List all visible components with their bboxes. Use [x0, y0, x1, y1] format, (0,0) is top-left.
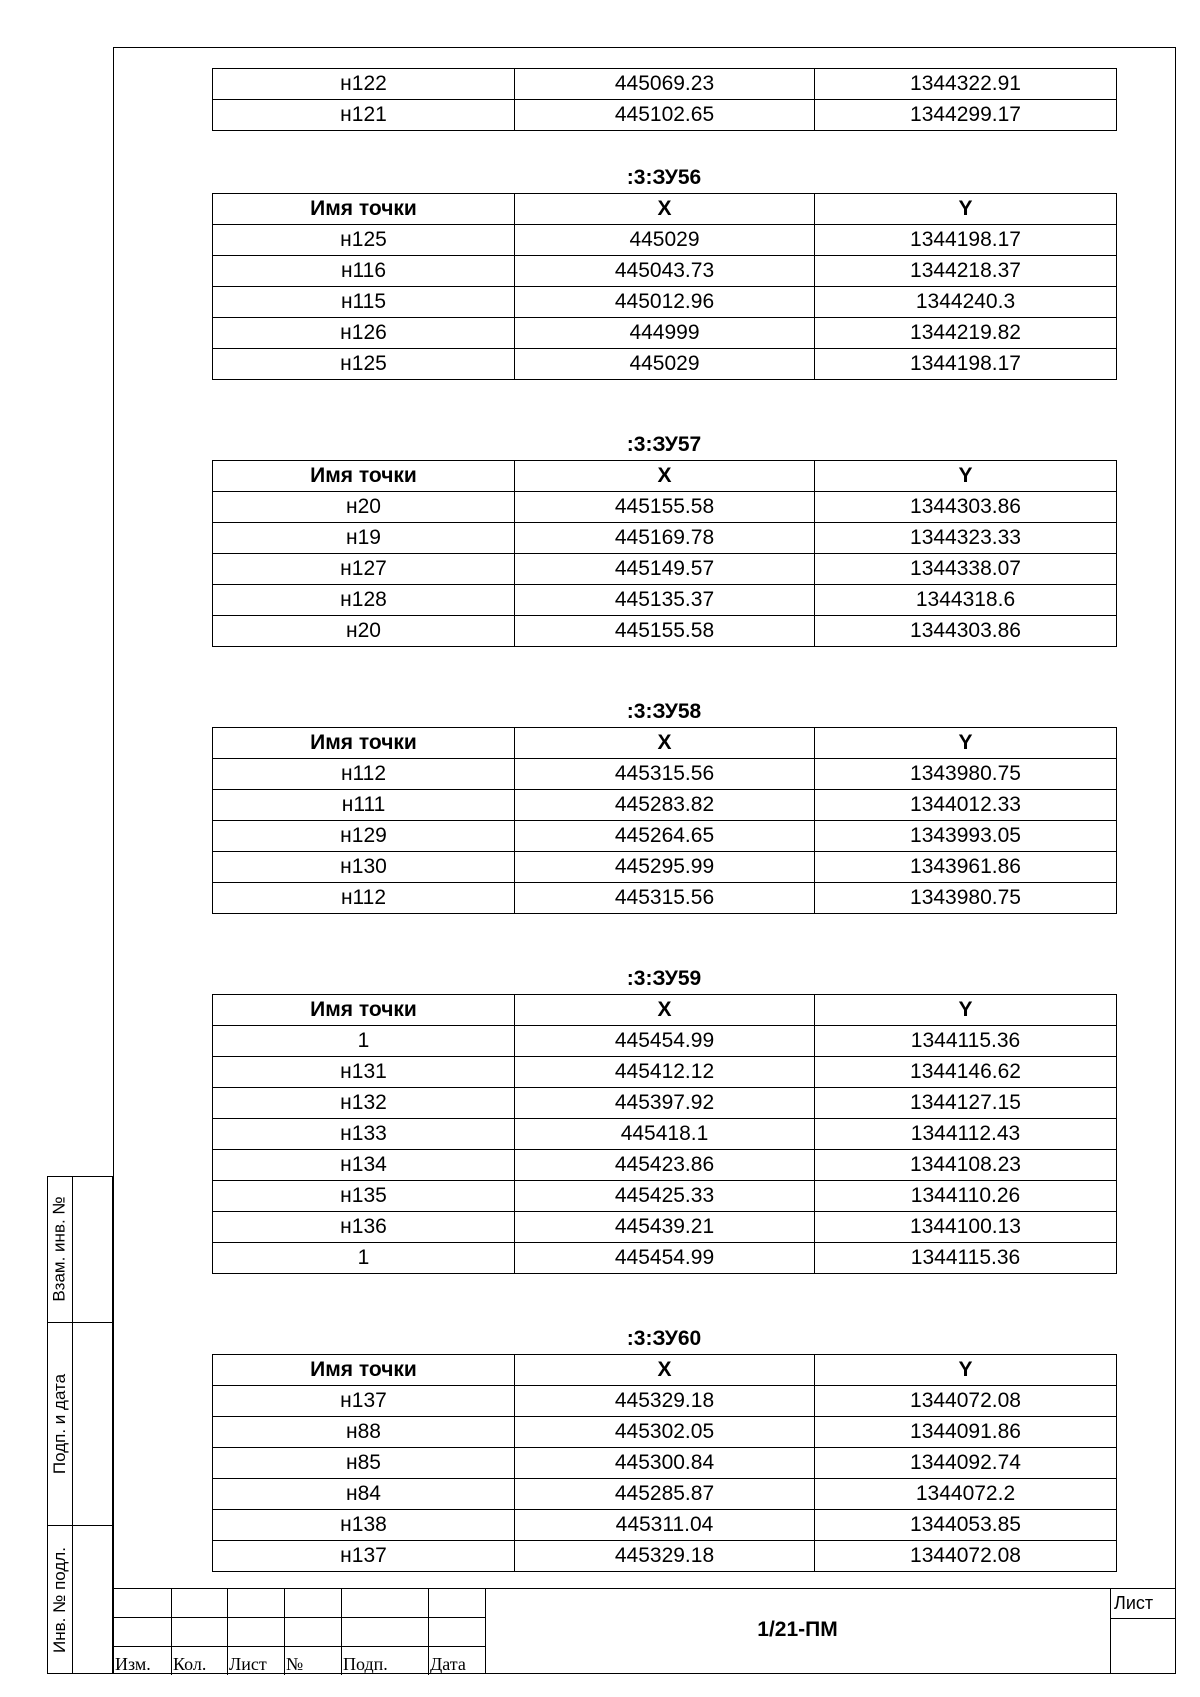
point-name-cell: н126: [213, 318, 515, 349]
label-izm: Изм.: [115, 1654, 151, 1674]
x-cell: 445423.86: [515, 1150, 815, 1181]
table-row: [213, 554, 1117, 585]
x-cell: 445418.1: [515, 1119, 815, 1150]
table-row: [213, 821, 1117, 852]
table-row: [213, 318, 1117, 349]
label-list: Лист: [229, 1654, 267, 1674]
x-cell: 445029: [515, 349, 815, 380]
y-cell: 1343993.05: [815, 821, 1117, 852]
point-name-cell: н128: [213, 585, 515, 616]
y-cell: 1344100.13: [815, 1212, 1117, 1243]
column-header: Y: [815, 194, 1117, 225]
section-title: :3:ЗУ57: [626, 433, 702, 456]
x-cell: 445283.82: [515, 790, 815, 821]
section-title: :3:ЗУ59: [626, 967, 702, 990]
table-row: [213, 225, 1117, 256]
x-cell: 445102.65: [515, 100, 815, 131]
point-name-cell: н127: [213, 554, 515, 585]
column-header: Имя точки: [213, 1355, 515, 1386]
y-cell: 1344240.3: [815, 287, 1117, 318]
x-cell: 445295.99: [515, 852, 815, 883]
point-name-cell: н111: [213, 790, 515, 821]
table-row: [213, 790, 1117, 821]
point-name-cell: н88: [213, 1417, 515, 1448]
x-cell: 445012.96: [515, 287, 815, 318]
point-name-cell: н129: [213, 821, 515, 852]
column-header: X: [515, 194, 815, 225]
y-cell: 1343980.75: [815, 759, 1117, 790]
coordinate-table: [212, 994, 1117, 1274]
document-code: 1/21-ПМ: [757, 1618, 838, 1641]
point-name-cell: н121: [213, 100, 515, 131]
table-row: [213, 1212, 1117, 1243]
table-row: [213, 1510, 1117, 1541]
point-name-cell: н138: [213, 1510, 515, 1541]
y-cell: 1344115.36: [815, 1243, 1117, 1274]
y-cell: 1344053.85: [815, 1510, 1117, 1541]
point-name-cell: н131: [213, 1057, 515, 1088]
table-row: [213, 883, 1117, 914]
coordinate-table: [212, 727, 1117, 914]
y-cell: 1344219.82: [815, 318, 1117, 349]
column-header: Y: [815, 1355, 1117, 1386]
y-cell: 1343961.86: [815, 852, 1117, 883]
y-cell: 1344323.33: [815, 523, 1117, 554]
table-row: [213, 1417, 1117, 1448]
column-header: X: [515, 461, 815, 492]
table-row: [213, 523, 1117, 554]
label-kol: Кол.: [173, 1654, 207, 1674]
x-cell: 445169.78: [515, 523, 815, 554]
y-cell: 1344146.62: [815, 1057, 1117, 1088]
zam-inv-label: Взам. инв. №: [50, 1196, 70, 1302]
table-row: [213, 759, 1117, 790]
x-cell: 445149.57: [515, 554, 815, 585]
point-name-cell: н125: [213, 225, 515, 256]
table-row: [213, 1150, 1117, 1181]
x-cell: 445135.37: [515, 585, 815, 616]
table-row: [213, 1057, 1117, 1088]
point-name-cell: н130: [213, 852, 515, 883]
table-row: [213, 287, 1117, 318]
x-cell: 445454.99: [515, 1243, 815, 1274]
table-row: [213, 1088, 1117, 1119]
coordinate-table: [212, 193, 1117, 380]
point-name-cell: н125: [213, 349, 515, 380]
column-header: Имя точки: [213, 461, 515, 492]
table-row: [213, 349, 1117, 380]
header-row: [213, 1355, 1117, 1386]
y-cell: 1344218.37: [815, 256, 1117, 287]
continuation-table: [212, 68, 1117, 131]
header-row: [213, 995, 1117, 1026]
y-cell: 1344072.08: [815, 1541, 1117, 1572]
x-cell: 445397.92: [515, 1088, 815, 1119]
x-cell: 445311.04: [515, 1510, 815, 1541]
table-row: [213, 1181, 1117, 1212]
y-cell: 1344127.15: [815, 1088, 1117, 1119]
table-row: [213, 585, 1117, 616]
column-header: X: [515, 1355, 815, 1386]
table-row: [213, 1243, 1117, 1274]
y-cell: 1344303.86: [815, 616, 1117, 647]
x-cell: 445302.05: [515, 1417, 815, 1448]
y-cell: 1343980.75: [815, 883, 1117, 914]
podp-data-label: Подп. и дата: [50, 1373, 70, 1474]
point-name-cell: н137: [213, 1541, 515, 1572]
margin-stamp-divider: [72, 1176, 73, 1674]
x-cell: 444999: [515, 318, 815, 349]
y-cell: 1344012.33: [815, 790, 1117, 821]
table-row: [213, 256, 1117, 287]
table-row: [213, 1541, 1117, 1572]
x-cell: 445155.58: [515, 492, 815, 523]
y-cell: 1344072.08: [815, 1386, 1117, 1417]
column-header: Y: [815, 728, 1117, 759]
coordinate-table: [212, 1354, 1117, 1572]
y-cell: 1344092.74: [815, 1448, 1117, 1479]
x-cell: 445315.56: [515, 883, 815, 914]
table-row: [213, 616, 1117, 647]
x-cell: 445329.18: [515, 1386, 815, 1417]
y-cell: 1344072.2: [815, 1479, 1117, 1510]
point-name-cell: н136: [213, 1212, 515, 1243]
table-row: [213, 1386, 1117, 1417]
y-cell: 1344110.26: [815, 1181, 1117, 1212]
header-row: [213, 194, 1117, 225]
section-title: :3:ЗУ56: [626, 166, 702, 189]
x-cell: 445155.58: [515, 616, 815, 647]
x-cell: 445069.23: [515, 69, 815, 100]
label-data: Дата: [430, 1654, 466, 1674]
sheet-cell: [1110, 1588, 1176, 1674]
y-cell: 1344198.17: [815, 225, 1117, 256]
column-header: Имя точки: [213, 995, 515, 1026]
point-name-cell: н112: [213, 759, 515, 790]
column-header: Y: [815, 995, 1117, 1026]
point-name-cell: н20: [213, 492, 515, 523]
section-title: :3:ЗУ58: [626, 700, 702, 723]
point-name-cell: н112: [213, 883, 515, 914]
section-title: :3:ЗУ60: [626, 1327, 702, 1350]
point-name-cell: н134: [213, 1150, 515, 1181]
x-cell: 445285.87: [515, 1479, 815, 1510]
table-row: [213, 69, 1117, 100]
x-cell: 445264.65: [515, 821, 815, 852]
table-row: [213, 100, 1117, 131]
point-name-cell: н122: [213, 69, 515, 100]
point-name-cell: н19: [213, 523, 515, 554]
point-name-cell: н133: [213, 1119, 515, 1150]
x-cell: 445439.21: [515, 1212, 815, 1243]
table-row: [213, 492, 1117, 523]
y-cell: 1344198.17: [815, 349, 1117, 380]
point-name-cell: 1: [213, 1243, 515, 1274]
point-name-cell: н116: [213, 256, 515, 287]
point-name-cell: н135: [213, 1181, 515, 1212]
x-cell: 445043.73: [515, 256, 815, 287]
x-cell: 445029: [515, 225, 815, 256]
column-header: X: [515, 995, 815, 1026]
point-name-cell: н84: [213, 1479, 515, 1510]
x-cell: 445300.84: [515, 1448, 815, 1479]
x-cell: 445315.56: [515, 759, 815, 790]
sheet-label: Лист: [1111, 1589, 1176, 1619]
point-name-cell: н132: [213, 1088, 515, 1119]
label-number: №: [286, 1654, 304, 1674]
table-row: [213, 1479, 1117, 1510]
inv-podl-label: Инв. № подл.: [50, 1546, 69, 1653]
y-cell: 1344318.6: [815, 585, 1117, 616]
y-cell: 1344115.36: [815, 1026, 1117, 1057]
y-cell: 1344338.07: [815, 554, 1117, 585]
point-name-cell: 1: [213, 1026, 515, 1057]
column-header: Имя точки: [213, 194, 515, 225]
header-row: [213, 728, 1117, 759]
point-name-cell: н20: [213, 616, 515, 647]
table-row: [213, 1448, 1117, 1479]
x-cell: 445412.12: [515, 1057, 815, 1088]
coordinate-table: [212, 460, 1117, 647]
x-cell: 445425.33: [515, 1181, 815, 1212]
y-cell: 1344112.43: [815, 1119, 1117, 1150]
point-name-cell: н85: [213, 1448, 515, 1479]
table-row: [213, 1026, 1117, 1057]
column-header: X: [515, 728, 815, 759]
y-cell: 1344091.86: [815, 1417, 1117, 1448]
column-header: Y: [815, 461, 1117, 492]
y-cell: 1344303.86: [815, 492, 1117, 523]
point-name-cell: н137: [213, 1386, 515, 1417]
column-header: Имя точки: [213, 728, 515, 759]
point-name-cell: н115: [213, 287, 515, 318]
table-row: [213, 1119, 1117, 1150]
y-cell: 1344108.23: [815, 1150, 1117, 1181]
y-cell: 1344322.91: [815, 69, 1117, 100]
y-cell: 1344299.17: [815, 100, 1117, 131]
x-cell: 445329.18: [515, 1541, 815, 1572]
header-row: [213, 461, 1117, 492]
x-cell: 445454.99: [515, 1026, 815, 1057]
label-podp: Подп.: [343, 1654, 388, 1674]
table-row: [213, 852, 1117, 883]
